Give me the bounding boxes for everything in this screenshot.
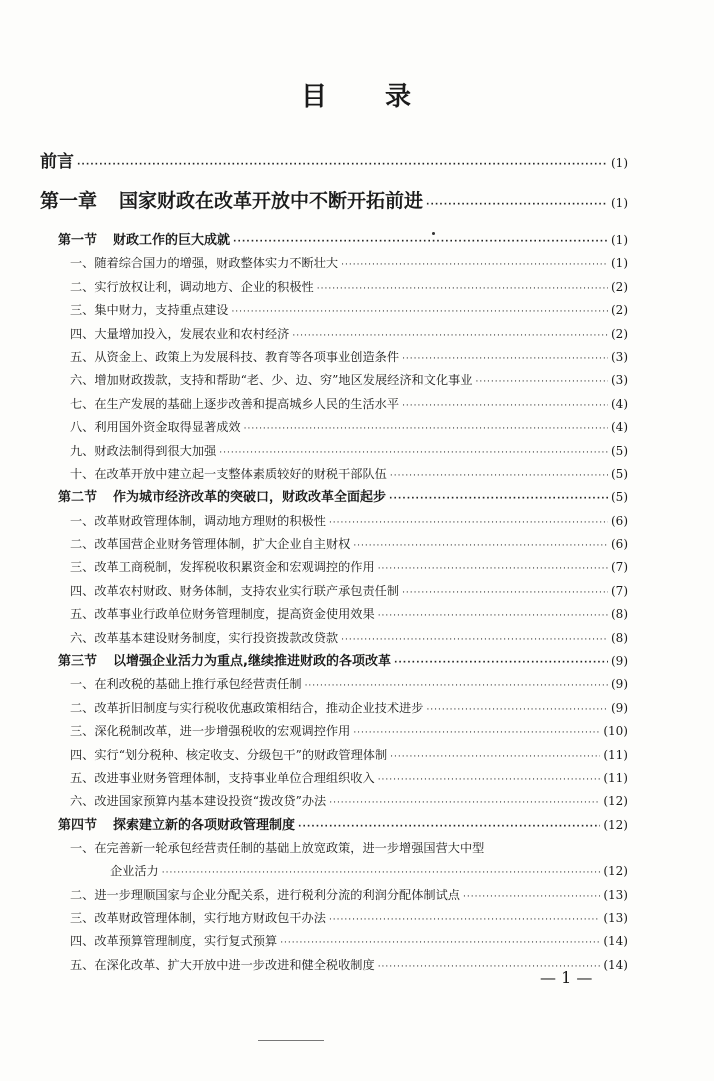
toc-entry-section[interactable] <box>40 814 628 837</box>
leader-dots <box>329 909 600 932</box>
toc-label <box>58 229 230 252</box>
toc-label: 二、实行放权让利，调动地方、企业的积极性 <box>70 279 314 294</box>
toc-entry-item[interactable] <box>40 697 628 720</box>
scan-artifact-line <box>258 1040 324 1041</box>
section-number: 第二节 <box>58 490 98 506</box>
toc-label: 五、改进事业财务管理体制，支持事业单位合理组织收入 <box>70 770 375 785</box>
section-number: 第四节 <box>58 817 98 833</box>
toc-page: (10) <box>603 724 628 739</box>
page-title <box>0 76 714 113</box>
toc-entry-item[interactable] <box>40 744 628 767</box>
toc-label <box>58 486 386 509</box>
toc-page: (1) <box>611 156 628 170</box>
toc-entry-chapter[interactable] <box>40 179 628 223</box>
toc-label: 七、在生产发展的基础上逐步改善和提高城乡人民的生活水平 <box>70 396 400 411</box>
leader-dots <box>390 465 608 488</box>
toc-page: (5) <box>611 466 628 481</box>
toc-label: 一、在利改税的基础上推行承包经营责任制 <box>70 677 302 692</box>
toc-label: 四、大量增加投入，发展农业和农村经济 <box>70 326 290 341</box>
toc-label: 九、财政法制得到很大加强 <box>70 443 217 458</box>
title-char-2: 录 <box>385 82 414 112</box>
toc-page: (14) <box>603 957 628 972</box>
toc-label: 一、在完善新一轮承包经营责任制的基础上放宽政策，进一步增强国营大中型 <box>70 841 485 856</box>
toc-label: 四、改革预算管理制度，实行复式预算 <box>70 934 278 949</box>
leader-dots <box>426 183 608 227</box>
chapter-number: 第一章 <box>40 190 98 212</box>
section-title: 以增强企业活力为重点,继续推进财政的各项改革 <box>113 654 391 670</box>
toc-label: 一、随着综合国力的增强，财政整体实力不断壮大 <box>70 256 339 271</box>
leader-dots <box>231 301 608 324</box>
toc-page: (9) <box>611 677 628 692</box>
toc-label: 六、增加财政拨款，支持和帮助“老、少、边、穷”地区发展经济和文化事业 <box>70 373 473 388</box>
leader-dots <box>280 932 600 955</box>
toc-entry-section[interactable] <box>40 486 628 509</box>
toc-entry-item[interactable] <box>40 369 628 392</box>
toc-page: (13) <box>603 910 628 925</box>
toc-label: 三、集中财力，支持重点建设 <box>70 303 229 318</box>
leader-dots <box>329 512 608 535</box>
toc-entry-item[interactable] <box>40 907 628 930</box>
leader-dots <box>402 395 608 418</box>
toc-entry-item-line1[interactable] <box>40 837 628 860</box>
toc-label: 五、在深化改革、扩大开放中进一步改进和健全税收制度 <box>70 957 375 972</box>
leader-dots <box>292 325 608 348</box>
leader-dots <box>233 231 608 254</box>
leader-dots <box>341 254 608 277</box>
leader-dots <box>353 535 608 558</box>
section-number: 第三节 <box>58 654 98 670</box>
toc-label <box>58 814 295 837</box>
chapter-title: 国家财政在改革开放中不断开拓前进 <box>119 190 424 212</box>
toc-entry-item[interactable] <box>40 533 628 556</box>
toc-entry-item[interactable] <box>40 440 628 463</box>
leader-dots <box>162 862 601 885</box>
toc-page: (6) <box>611 537 628 552</box>
toc-label: 一、改革财政管理体制，调动地方理财的积极性 <box>70 513 326 528</box>
toc-page: (11) <box>603 747 628 762</box>
toc-page: (12) <box>603 817 628 832</box>
toc-label: 三、深化税制改革，进一步增强税收的宏观调控作用 <box>70 724 351 739</box>
leader-dots <box>378 558 608 581</box>
leader-dots <box>378 769 601 792</box>
leader-dots <box>244 418 608 441</box>
leader-dots <box>298 816 600 839</box>
toc-page: (6) <box>611 513 628 528</box>
toc-page: (14) <box>603 934 628 949</box>
toc-page: (2) <box>611 303 628 318</box>
toc-label: 四、实行“划分税种、核定收支、分级包干”的财政管理体制 <box>70 747 388 762</box>
leader-dots <box>329 792 600 815</box>
toc-label: 五、改革事业行政单位财务管理制度，提高资金使用效果 <box>70 607 375 622</box>
toc-entry-item-line2[interactable] <box>40 860 628 883</box>
leader-dots <box>219 442 608 465</box>
section-title: 财政工作的巨大成就 <box>113 233 231 248</box>
toc-page: (9) <box>611 700 628 715</box>
leader-dots <box>463 886 600 909</box>
toc-entry-item[interactable] <box>40 510 628 533</box>
toc-page: (8) <box>611 607 628 622</box>
toc-page: (8) <box>611 630 628 645</box>
section-number: 第一节 <box>58 233 98 248</box>
toc-label: 企业活力 <box>110 864 159 879</box>
toc-page: (7) <box>611 583 628 598</box>
toc-label: 六、改进国家预算内基本建设投资“拨改贷”办法 <box>70 794 327 809</box>
leader-dots <box>390 746 600 769</box>
toc-entry-item[interactable] <box>40 603 628 626</box>
toc-label: 二、改革折旧制度与实行税收优惠政策相结合，推动企业技术进步 <box>70 700 424 715</box>
toc-entry-item[interactable] <box>40 627 628 650</box>
toc-entry-item[interactable] <box>40 580 628 603</box>
toc-label: 六、改革基本建设财务制度，实行投资拨款改贷款 <box>70 630 339 645</box>
toc-label <box>40 179 423 223</box>
leader-dots <box>426 699 608 722</box>
leader-dots <box>394 652 608 675</box>
toc-page: (3) <box>611 373 628 388</box>
toc-entry-item[interactable] <box>40 463 628 486</box>
toc-entry-item[interactable] <box>40 720 628 743</box>
title-char-1: 目 <box>300 82 329 112</box>
toc-page: (9) <box>611 654 628 669</box>
toc-page: (5) <box>611 490 628 505</box>
toc-label: 三、改革工商税制，发挥税收积累资金和宏观调控的作用 <box>70 560 375 575</box>
toc-label: 三、改革财政管理体制，实行地方财政包干办法 <box>70 910 326 925</box>
table-of-contents <box>40 145 628 977</box>
toc-page: (12) <box>603 794 628 809</box>
toc-label: 十、在改革开放中建立起一支整体素质较好的财税干部队伍 <box>70 466 387 481</box>
toc-page: (5) <box>611 443 628 458</box>
leader-dots <box>353 722 600 745</box>
toc-entry-preface[interactable] <box>40 145 628 179</box>
toc-label <box>58 650 391 673</box>
leader-dots <box>402 582 608 605</box>
page-number: — 1 — <box>540 968 593 987</box>
leader-dots <box>305 675 608 698</box>
leader-dots <box>402 348 608 371</box>
toc-page: (7) <box>611 560 628 575</box>
toc-page: (2) <box>611 326 628 341</box>
toc-entry-item[interactable] <box>40 416 628 439</box>
toc-page: (11) <box>603 770 628 785</box>
toc-entry-item[interactable] <box>40 556 628 579</box>
section-title: 作为城市经济改革的突破口，财政改革全面起步 <box>113 490 387 506</box>
toc-page: (1) <box>611 196 628 210</box>
toc-entry-item[interactable] <box>40 790 628 813</box>
toc-label: 二、进一步理顺国家与企业分配关系，进行税利分流的利润分配体制试点 <box>70 887 460 902</box>
toc-page: (4) <box>611 396 628 411</box>
toc-entry-item[interactable] <box>40 767 628 790</box>
toc-entry-item[interactable] <box>40 346 628 369</box>
leader-dots <box>378 605 608 628</box>
leader-dots <box>389 488 608 511</box>
toc-entry-item[interactable] <box>40 299 628 322</box>
toc-entry-item[interactable] <box>40 930 628 953</box>
toc-entry-item[interactable] <box>40 323 628 346</box>
leader-dots <box>475 371 608 394</box>
leader-dots <box>77 148 608 182</box>
toc-entry-section[interactable] <box>40 229 628 252</box>
toc-page: (2) <box>611 279 628 294</box>
toc-label: 四、改革农村财政、财务体制，支持农业实行联产承包责任制 <box>70 583 400 598</box>
toc-page: (1) <box>611 233 628 247</box>
toc-label: 八、利用国外资金取得显著成效 <box>70 420 241 435</box>
toc-label: 五、从资金上、政策上为发展科技、教育等各项事业创造条件 <box>70 349 400 364</box>
toc-entry-item[interactable] <box>40 393 628 416</box>
toc-entry-item[interactable] <box>40 884 628 907</box>
toc-page: (4) <box>611 420 628 435</box>
toc-entry-item[interactable] <box>40 252 628 275</box>
toc-page: (1) <box>611 256 628 271</box>
section-title: 探索建立新的各项财政管理制度 <box>113 817 296 833</box>
toc-entry-item[interactable] <box>40 673 628 696</box>
toc-entry-section[interactable] <box>40 650 628 673</box>
leader-dots <box>341 629 608 652</box>
toc-entry-item[interactable] <box>40 276 628 299</box>
leader-dots <box>317 278 608 301</box>
toc-page: (12) <box>603 864 628 879</box>
toc-label: 二、改革国营企业财务管理体制，扩大企业自主财权 <box>70 537 351 552</box>
toc-page: (3) <box>611 349 628 364</box>
toc-label: 前言 <box>40 152 74 172</box>
toc-page: (13) <box>603 887 628 902</box>
